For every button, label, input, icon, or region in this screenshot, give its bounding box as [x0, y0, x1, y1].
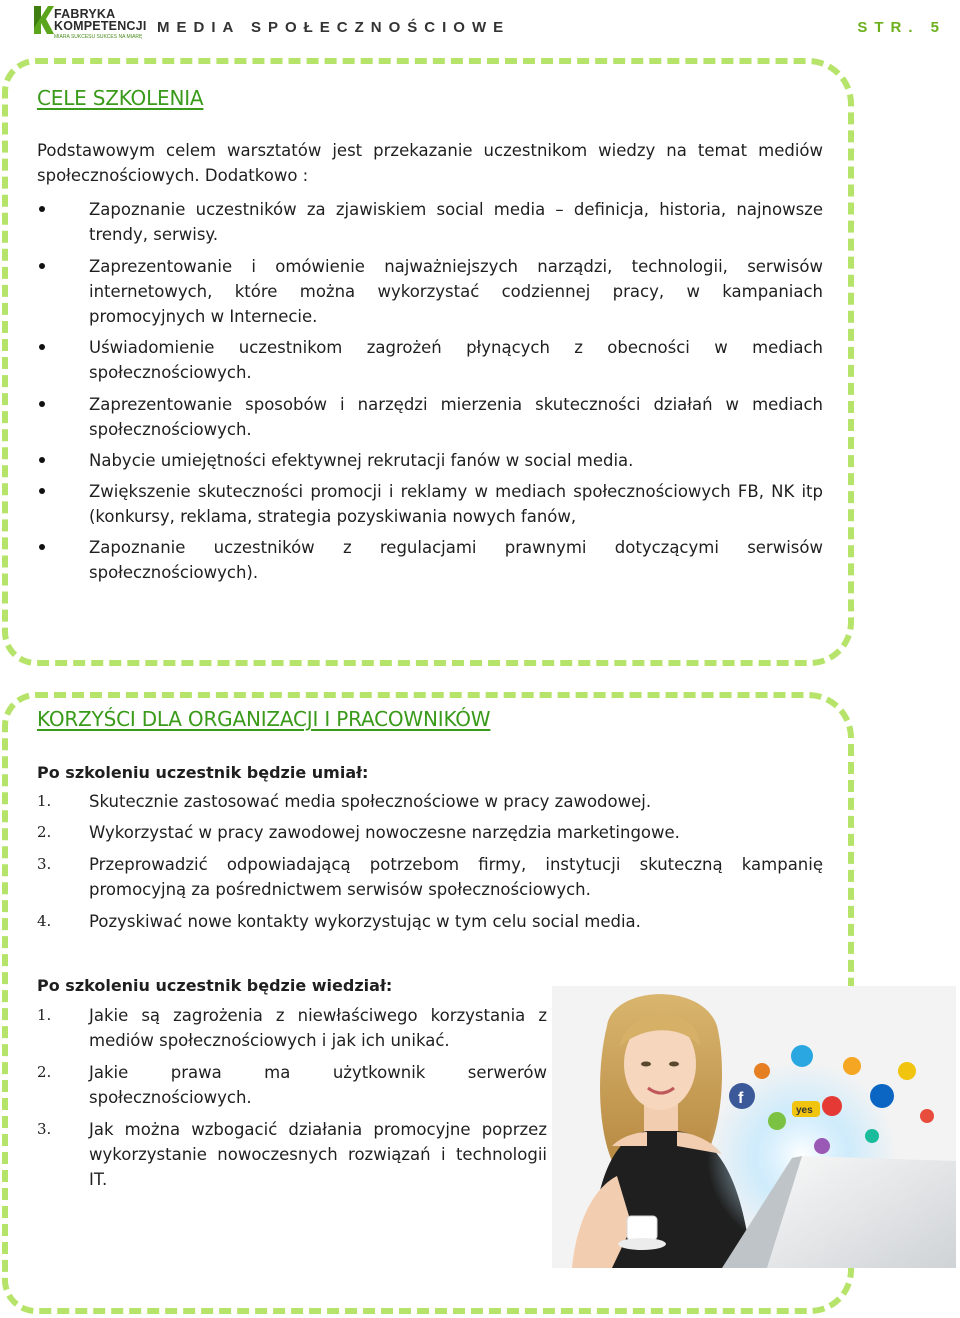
- list-number: 2.: [37, 1063, 52, 1081]
- woman-laptop-photo: [552, 986, 956, 1268]
- list-number: 4.: [37, 912, 52, 930]
- list-item: [37, 852, 823, 902]
- illustration-svg: [552, 986, 956, 1268]
- list-item-text: Zaprezentowanie sposobów i narzędzi mierzenia skuteczności działań w mediach społecznościowych.: [89, 395, 823, 439]
- list-item: [37, 820, 823, 845]
- skills-heading: Po szkoleniu uczestnik będzie umiał:: [37, 763, 369, 782]
- yes-badge-label: yes: [796, 1105, 813, 1116]
- logo-k-icon: [32, 4, 54, 36]
- bullet-icon: [39, 263, 45, 269]
- knowledge-block: [37, 973, 547, 1192]
- list-item-text: Zapoznanie uczestników z regulacjami prawnymi dotyczącymi serwisów społecznościowych).: [89, 538, 823, 582]
- rss-icon: [843, 1057, 861, 1075]
- bullet-icon: [39, 544, 45, 550]
- bullet-icon: [39, 401, 45, 407]
- heart-icon: [822, 1096, 842, 1116]
- mail-icon: [754, 1063, 770, 1079]
- list-item: [37, 254, 823, 329]
- list-item-text: Przeprowadzić odpowiadającą potrzebom firmy, instytucji skuteczną kampanię promocyjną za pośrednictwem serwisów społecznościowych.: [89, 855, 823, 899]
- list-item-text: Jakie prawa ma użytkownik serwerów społecznościowych.: [89, 1063, 547, 1107]
- list-item: [37, 335, 823, 385]
- goals-list: [37, 197, 823, 585]
- section-title-goals: CELE SZKOLENIA: [37, 86, 204, 110]
- share-icon: [865, 1129, 879, 1143]
- list-item-text: Jak można wzbogacić działania promocyjne poprzez wykorzystanie nowoczesnych rozwiązań i technologii IT.: [89, 1120, 547, 1189]
- list-item-text: Nabycie umiejętności efektywnej rekrutacji fanów w social media.: [89, 451, 634, 470]
- list-item: [37, 197, 823, 247]
- list-item: [37, 909, 823, 934]
- list-item-text: Jakie są zagrożenia z niewłaściwego korzystania z mediów społecznościowych i jak ich unikać.: [89, 1006, 547, 1050]
- bullet-icon: [39, 206, 45, 212]
- list-item: [37, 392, 823, 442]
- list-item-text: Wykorzystać w pracy zawodowej nowoczesne narzędzia marketingowe.: [89, 823, 680, 842]
- chat-icon: [768, 1112, 786, 1130]
- skills-list: [37, 789, 823, 934]
- list-item-text: Zaprezentowanie i omówienie najważniejszych narządzi, technologii, serwisów internetowych, które można wykorzystać codziennej pracy, w kampaniach promocyjnych w Internecie.: [89, 257, 823, 326]
- twitter-icon: [791, 1045, 813, 1067]
- youtube-icon: [920, 1109, 934, 1123]
- list-item-text: Zapoznanie uczestników za zjawiskiem social media – definicja, historia, najnowsze trendy, serwisy.: [89, 200, 823, 244]
- list-item: [37, 789, 823, 814]
- list-item-text: Uświadomienie uczestnikom zagrożeń płynących z obecności w mediach społecznościowych.: [89, 338, 823, 382]
- star-icon: [898, 1062, 916, 1080]
- list-number: 2.: [37, 823, 52, 841]
- logo-line2: KOMPETENCJI: [54, 19, 147, 33]
- bullet-icon: [39, 457, 45, 463]
- section-title-benefits: KORZYŚCI DLA ORGANIZACJI I PRACOWNIKÓW: [37, 707, 491, 731]
- list-number: 3.: [37, 855, 52, 873]
- music-icon: [814, 1138, 830, 1154]
- page-label: STR.: [857, 19, 920, 36]
- page-indicator: [857, 19, 946, 36]
- list-item: [37, 479, 823, 529]
- knowledge-heading: Po szkoleniu uczestnik będzie wiedział:: [37, 976, 393, 995]
- logo-tagline: MIARA SUKCESU SUKCES NA MIARĘ: [54, 34, 143, 40]
- list-item: [37, 448, 823, 473]
- list-number: 1.: [37, 1006, 52, 1024]
- fabryka-kompetencji-logo: [32, 4, 147, 42]
- list-item: [37, 535, 823, 585]
- document-title: MEDIA SPOŁECZNOŚCIOWE: [157, 19, 511, 36]
- list-item: [37, 1117, 547, 1192]
- page-number: 5: [930, 19, 946, 36]
- bullet-icon: [39, 488, 45, 494]
- logo-line1: FABRYKA: [54, 7, 116, 21]
- knowledge-list: [37, 1003, 547, 1192]
- goals-intro: Podstawowym celem warsztatów jest przekazanie uczestnikom wiedzy na temat mediów społecznościowych. Dodatkowo :: [37, 141, 823, 185]
- list-item: [37, 1060, 547, 1110]
- page-header: [0, 0, 960, 50]
- list-number: 1.: [37, 792, 52, 810]
- list-number: 3.: [37, 1120, 52, 1138]
- bullet-icon: [39, 344, 45, 350]
- goals-body: [37, 138, 823, 585]
- linkedin-icon: [870, 1084, 894, 1108]
- list-item-text: Pozyskiwać nowe kontakty wykorzystując w tym celu social media.: [89, 912, 641, 931]
- skills-block: [37, 760, 823, 934]
- list-item-text: Skutecznie zastosować media społecznościowe w pracy zawodowej.: [89, 792, 652, 811]
- svg-text:f: f: [738, 1090, 744, 1107]
- list-item: [37, 1003, 547, 1053]
- list-item-text: Zwiększenie skuteczności promocji i reklamy w mediach społecznościowych FB, NK itp (konkursy, reklama, strategia pozyskiwania nowych fanów,: [89, 482, 823, 526]
